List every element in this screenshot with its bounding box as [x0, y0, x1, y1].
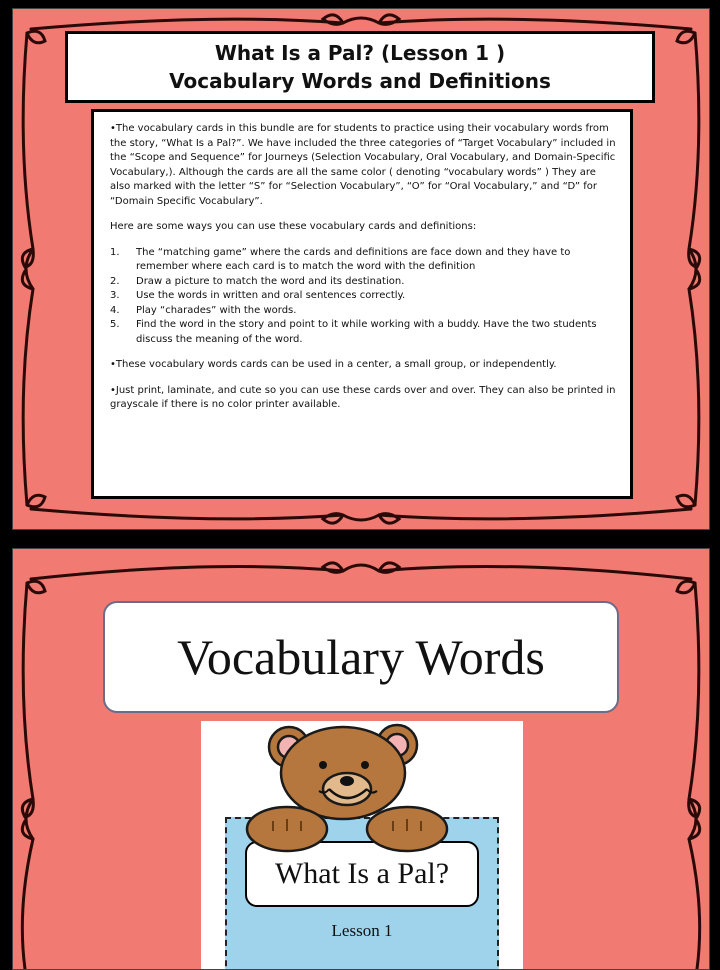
slide-title-line-1: What Is a Pal? (Lesson 1 ) [214, 41, 506, 65]
slide-title-box [65, 31, 655, 103]
vocabulary-banner [103, 601, 619, 713]
cover-card [201, 721, 523, 970]
slide-1 [12, 8, 710, 530]
list-item [110, 275, 616, 290]
slide-2 [12, 548, 710, 970]
list-item-text: Find the word in the story and point to it while working with a buddy. Have the two students discuss the meaning of the word. [136, 319, 597, 345]
list-item-text: The “matching game” where the cards and definitions are face down and they have to remember where each card is to match the word with the definition [136, 246, 571, 272]
vocabulary-banner-title: Vocabulary Words [177, 629, 545, 685]
list-item-number: 3. [110, 290, 120, 301]
ways-heading: Here are some ways you can use these vocabulary cards and definitions: [110, 221, 477, 232]
teddy-bear-icon [201, 721, 523, 861]
printing-note: •Just print, laminate, and cute so you can use these cards over and over. They can also be printed in grayscale if there is no color printer available. [110, 384, 616, 410]
instructions-box [91, 109, 633, 499]
list-item-text: Use the words in written and oral sentences correctly. [136, 290, 406, 301]
ways-list [110, 246, 616, 348]
sign-subtitle: Lesson 1 [331, 921, 393, 940]
list-item-text: Play “charades” with the words. [136, 304, 297, 316]
list-item [110, 246, 616, 275]
sign-title: What Is a Pal? [274, 857, 450, 890]
slide-title-line-2: Vocabulary Words and Definitions [169, 69, 551, 93]
list-item-number: 1. [110, 246, 120, 258]
list-item-number: 2. [110, 275, 120, 287]
usage-note: •These vocabulary words cards can be used in a center, a small group, or independently. [110, 359, 557, 370]
list-item [110, 289, 616, 304]
list-item-number: 4. [110, 304, 120, 316]
intro-paragraph: •The vocabulary cards in this bundle are for students to practice using their vocabulary words from the story, “What Is a Pal?”. We have included the three categories of “Target Vocabulary” included in the “Scope and Sequence” for Journeys (Selection Vocabulary, Oral Vocabulary, and Domain-Specific Vocabulary,). Although the cards are all the same color ( denoting “vocabulary words” ) They are also marked with the letter “S” for “Selection Vocabulary”, “O” for “Oral Vocabulary,” and “D” for “Domain Specific Vocabulary”. [110, 123, 616, 207]
list-item [110, 318, 616, 347]
list-item [110, 304, 616, 319]
list-item-text: Draw a picture to match the word and its destination. [136, 275, 405, 287]
list-item-number: 5. [110, 319, 120, 330]
